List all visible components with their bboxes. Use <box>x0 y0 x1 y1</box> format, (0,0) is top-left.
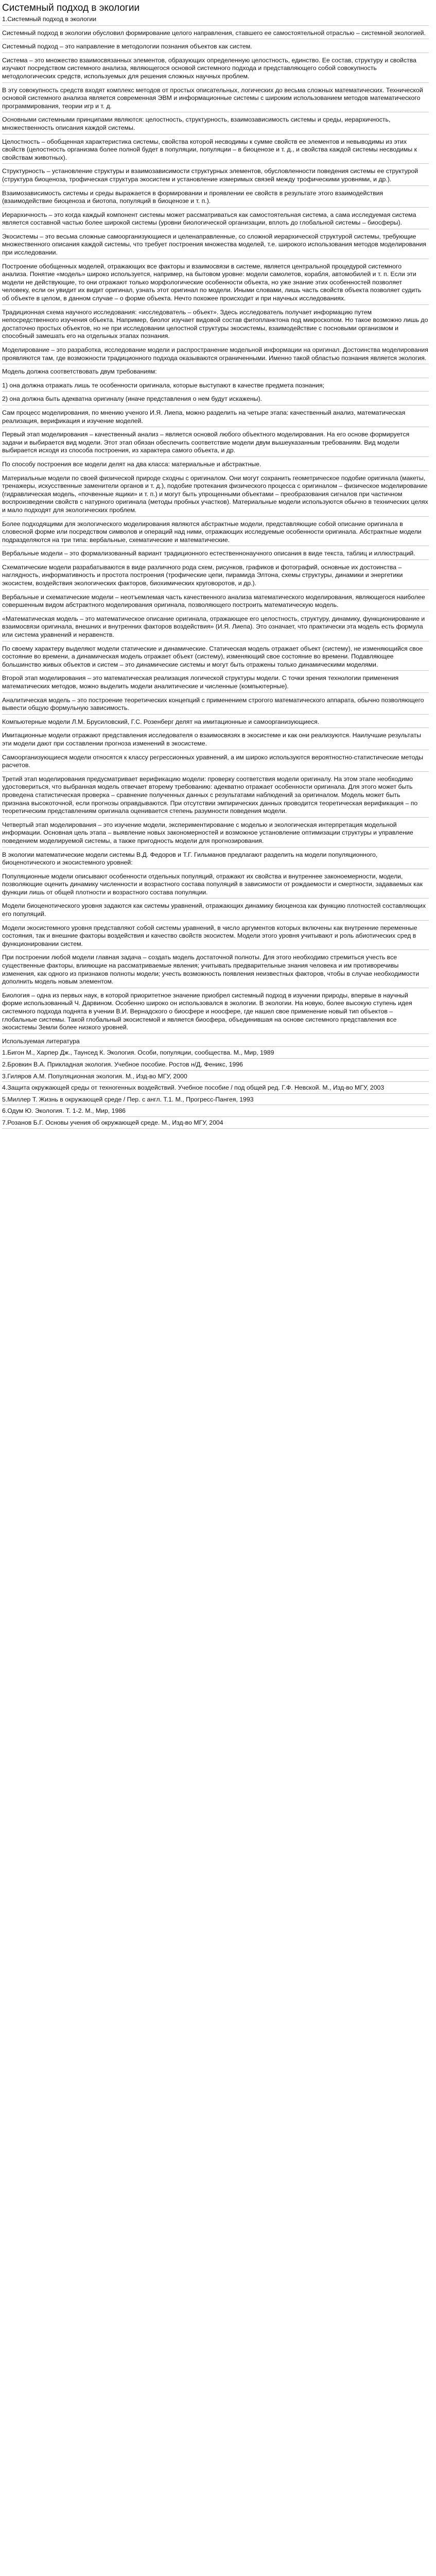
body-paragraph: По своему характеру выделяют модели статические и динамические. Статическая модель отражает объект (систему), не изменяющийся свое состояние во времени, а динамическая модель отражает объект (систему), изменяющий свое состояние во времени. Подавляющее большинство живых объектов и систем – это динамические системы и могут быть отражены только динамическими моделями. <box>2 645 429 671</box>
body-paragraph: Вербальные модели – это формализованный вариант традиционного естественнонаучного описания в виде текста, таблиц и иллюстраций. <box>2 550 429 560</box>
body-paragraph: Вербальные и схематические модели – неотъемлемая часть качественного анализа математического моделирования, являющегося наиболее совершенным видом абстрактного моделирования оригинала, позволяющего построить математическую модель. <box>2 594 429 612</box>
body-paragraph: Основными системными принципами являются: целостность, структурность, взаимозависимость системы и среды, иерархичность, множественность описания каждой системы. <box>2 116 429 134</box>
body-paragraph: В экологии математические модели системы В.Д. Федоров и Т.Г. Гильманов предлагают разделить на модели популяционного, биоценотического и экосистемного уровней: <box>2 851 429 869</box>
body-paragraph: Моделирование – это разработка, исследование модели и распространение модельной информации на оригинал. Достоинства моделирования проявляются там, где возможности традиционного подхода оказываются ограниченными. Именно такой областью познания является экология. <box>2 346 429 364</box>
body-paragraph: Самоорганизующиеся модели относятся к классу регрессионных уравнений, а им широко используются вероятностно-статистические методы расчетов. <box>2 754 429 772</box>
body-paragraph: 2) она должна быть адекватна оригиналу (иначе представления о нем будут искажены). <box>2 395 429 405</box>
body-paragraph: Компьютерные модели Л.М. Брусиловский, Г.С. Розенберг делят на имитационные и самоорганизующиеся. <box>2 718 429 728</box>
body-paragraph: Более подходящими для экологического моделирования являются абстрактные модели, представляющие собой описание оригинала в словесной форме или посредством символов и операций над ними, отражающих исследуемые особенности оригинала. Абстрактные модели подразделяются на три типа: вербальные, схематические и математические. <box>2 520 429 547</box>
body-paragraph: Второй этап моделирования – это математическая реализация логической структуры модели. С точки зрения технологии применения математических методов, можно выделить модели аналитические и численные (компьютерные). <box>2 674 429 692</box>
page-title: Системный подход в экологии <box>2 3 140 13</box>
document-body <box>2 15 429 1034</box>
body-paragraph: Взаимозависимость системы и среды выражается в формировании и проявлении ее свойств в результате этого взаимодействия (взаимодействие биоценоза и биотопа, популяций в биоценозе и т. п.). <box>2 190 429 208</box>
body-paragraph: Модели биоценотического уровня задаются как системы уравнений, отражающих динамику биоценоза как функцию плотностей составляющих его популяций. <box>2 902 429 920</box>
body-paragraph: 1.Системный подход в экологии <box>2 15 429 26</box>
body-paragraph: Имитационные модели отражают представления исследователя о взаимосвязях в экосистеме и как они реализуются. Наилучшие результаты эти модели дают при составлении прогноза изменений в экосистеме. <box>2 732 429 750</box>
body-paragraph: Структурность – установление структуры и взаимозависимости структурных элементов, обусловленности поведения системы ее структурой (структура биоценоза, трофическая структура экосистем и установление измеримых связей между трофическими уровнями, и др.). <box>2 167 429 185</box>
body-paragraph: Биология – одна из первых наук, в которой приоритетное значение приобрел системный подход в изучении природы, впервые в научный форме использованный Ч. Дарвином. Особенно широко он использовался в экологии. В экологии. На новую, более высокую ступень идея системного подхода поднята в учении В.И. Вернадского о биосфере и ноосфере, где нашел свое применение новый тип объектов – глобальные системы. Такой глобальный экосистемой и является биосфера, объединившая на основе системного представления все экосистемы Земли более низкого уровней. <box>2 992 429 1034</box>
body-paragraph: Третий этап моделирования предусматривает верификацию модели: проверку соответствия модели оригиналу. На этом этапе необходимо удостовериться, что выбранная модель отвечает вторему требованию: адекватно отражает особенности оригинала. Для этого может быть проведена статистическая проверка – сравнение полученных данных с результатами наблюдений за оригиналом. Модель может быть признана высокоточной, если прогнозы оправдываются. При отсутствии эмпирических данных проводится теоретическая верификация – по теоретическим представлениям оригинала оценивается степень разумности поведения модели. <box>2 775 429 818</box>
body-paragraph: Схематические модели разрабатываются в виде различного рода схем, рисунков, графиков и фотографий, основные их достоинства – наглядность, информативность и простота построения (трофические цепи, пирамида Элтона, схемы структуры, динамики и энергетики экосистем, воздействия экологических факторов, биохимических круговоротов, и др.). <box>2 564 429 590</box>
reference-item: 5.Миллер Т. Жизнь в окружающей среде / Пер. с англ. Т.1. М., Прогресс-Пангея, 1993 <box>2 1096 429 1106</box>
reference-item: 3.Гиляров А.М. Популяционная экология. М., Изд-во МГУ, 2000 <box>2 1073 429 1082</box>
body-paragraph: Модель должна соответствовать двум требованиям: <box>2 368 429 378</box>
body-paragraph: Первый этап моделирования – качественный анализ – является основой любого объектного моделирования. На его основе формируется задачи и выбирается вид модели. Этот этап обязан обеспечить соответствие модели двум вышеуказанным требованиям. Вид модели выбирается исходя из способа построения, из характера самого объекта, и др. <box>2 431 429 457</box>
body-paragraph: При построении любой модели главная задача – создать модель достаточной полноты. Для этого необходимо стремиться учесть все существенные факторы, влияющие на рассматриваемые явления; учитывать предварительные знания человека и им противоречивы изменения, как одного из признаков полноты модели; учесть возможность появления неизвестных факторов, чтобы в случае необходимости дополнить модель новым элементом. <box>2 954 429 988</box>
body-paragraph: Экосистемы – это весьма сложные самоорганизующиеся и целенаправленные, со сложной иерархической структурой системы, требующие множественного описания каждой системы, что требует построения множества моделей, т.е. широкого использования методов моделирования при исследовании. <box>2 233 429 259</box>
body-paragraph: Построение обобщенных моделей, отражающих все факторы и взаимосвязи в системе, является центральной процедурой системного анализа. Понятие «модель» широко используется, например, на бытовом уровне: модели самолетов, корабля, автомобилей и т. п. Если эти модели не действующие, то они отражают только морфологические особенности объекта, но уже знание этих особенностей позволяет человеку, если он увидит их видит оригинал, узнать этот оригинал по модели. Иными словами, лишь часть свойств объекта позволяет судить об объекте в целом, в данном случае – о форме объекта. Нечто похожее происходит и при научных исследованиях. <box>2 263 429 305</box>
body-paragraph: По способу построения все модели делят на два класса: материальные и абстрактные. <box>2 461 429 471</box>
body-paragraph: Система – это множество взаимосвязанных элементов, образующих определенную целостность, единство. Ее состав, структуру и свойства изучают посредством системного анализа, являющегося основой системного подхода и представляющего собой совокупность методологических средств, используемых для решения сложных научных проблем. <box>2 57 429 83</box>
body-paragraph: Системный подход – это направление в методологии познания объектов как систем. <box>2 43 429 53</box>
body-paragraph: «Математическая модель – это математическое описание оригинала, отражающее его целостность, структуру, динамику, функционирование и взаимосвязи оригинала, внешних и внутренних факторов воздействия» (И.Я. Лиепа). Это означает, что практически эта модель есть формула или система уравнений и неравенств. <box>2 615 429 641</box>
reference-item: 6.Одум Ю. Экология. Т. 1-2. М., Мир, 1986 <box>2 1107 429 1117</box>
body-paragraph: Модели экосистемного уровня представляют собой системы уравнений, в число аргументов которых включены как внутренние переменные состояния, так и внешние факторы воздействия и качество свойств экосистем. Модели этого уровня учитывают и роль абиотических сред в функционировании систем. <box>2 924 429 951</box>
body-paragraph: Иерархичность – это когда каждый компонент системы может рассматриваться как самостоятельная система, а сама исследуемая система является составной частью более широкой системы (уровни биологической организации, вплоть до глобальной системы – биосферы). <box>2 211 429 229</box>
reference-item: 2.Бровкин В.А. Прикладная экология. Учебное пособие. Ростов н/Д, Феникс, 1996 <box>2 1061 429 1071</box>
document <box>0 0 432 1133</box>
body-paragraph: Материальные модели по своей физической природе сходны с оригиналом. Они могут сохранить геометрическое подобие оригинала (макеты, тренажеры, искусственные заменители органов и т. д.), подобие протекания физического процесса с оригиналом – физическое моделирование (гидравлическая модель, «почвенные ящики» и т. п.) и могут быть упрощенными объектами – преобразования сигналов при частичном воспроизведении свойств с натурного оригинала (методы пробных участков). Материальные модели используются обычно в технических целях и мало подходят для экологических проблем. <box>2 474 429 517</box>
body-paragraph: Четвертый этап моделирования – это изучение модели, экспериментирование с моделью и экологическая интерпретация модельной информации. Основная цель этапа – выявление новых закономерностей и возможное установление оптимизации структуры и управление поведением моделируемой системы, а также пригодность модели для прогнозирования. <box>2 821 429 848</box>
body-paragraph: 1) она должна отражать лишь те особенности оригинала, которые выступают в качестве предмета познания; <box>2 382 429 392</box>
body-paragraph: Аналитическая модель – это построение теоретических концепций с применением строгого математического аппарата, обычно позволяющего вывести общую формульную зависимость. <box>2 697 429 715</box>
body-paragraph: Сам процесс моделирования, по мнению ученого И.Я. Лиепа, можно разделить на четыре этапа: качественный анализ, математическая реализация, верификация и изучение моделей. <box>2 409 429 427</box>
reference-item: 4.Защита окружающей среды от техногенных воздействий. Учебное пособие / под общей ред. Г.Ф. Невской. М., Изд-во МГУ, 2003 <box>2 1084 429 1094</box>
body-paragraph: В эту совокупность средств входят комплекс методов от простых описательных, логических до весьма сложных математических. Технической основой системного анализа является современная ЭВМ и информационные системы с широким использованием методов математического программирования, теории игр и т. д. <box>2 87 429 113</box>
body-paragraph: Традиционная схема научного исследования: «исследователь – объект». Здесь исследователь получает информацию путем непосредственного изучения объекта. Например, биолог изучает видовой состав фитопланктона под микроскопом. Но такое возможно лишь до достаточно простых объектов, но не при исследовании целостной структуры экосистемы, взаимодействие с посновыми организмом и способный замешать его на отдельных этапах познания. <box>2 309 429 343</box>
body-paragraph: Популяционные модели описывают особенности отдельных популяций, отражают их свойства и внутреннее законоемерности, модели, позволяющие оценить динамику численности и возрастного состава популяций в зависимости от рождаемости и смертности, задаваемых как функции лишь от общей плотности и возрастного состава популяции. <box>2 873 429 899</box>
references-heading: Используемая литература <box>2 1038 429 1047</box>
body-paragraph: Целостность – обобщенная характеристика системы, свойства которой несводимы к сумме свойств ее элементов и невыводимы из этих свойств (целостность организма более полной будет в популяции, популяции – в биоценозе и т. д., и свойства каждой системы несводимы к свойствам животных). <box>2 138 429 164</box>
reference-item: 7.Розанов Б.Г. Основы учения об окружающей среде. М., Изд-во МГУ, 2004 <box>2 1119 429 1129</box>
references-list <box>2 1049 429 1128</box>
reference-item: 1.Бигон М., Харпер Дж., Таунсед К. Экология. Особи, популяции, сообщества. М., Мир, 1989 <box>2 1049 429 1059</box>
body-paragraph: Системный подход в экологии обусловил формирование целого направления, ставшего ее самостоятельной отраслью – системной экологией. <box>2 29 429 40</box>
